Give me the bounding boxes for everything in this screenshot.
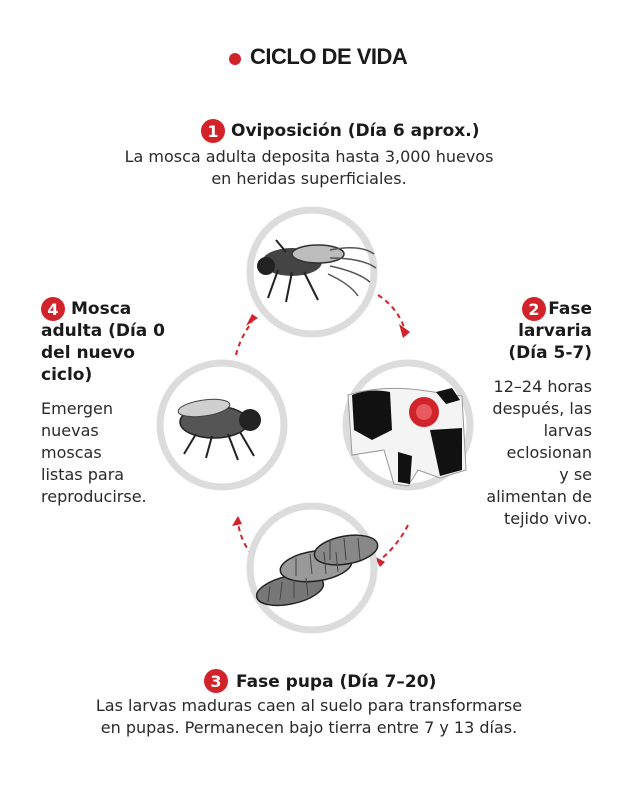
stage-4-title-line: Mosca xyxy=(71,299,132,319)
stage-2-description-line: 12–24 horas xyxy=(493,377,592,396)
stage-3-description-line: en pupas. Permanecen bajo tierra entre 7 y 13 días. xyxy=(100,718,518,737)
stage-1-description xyxy=(109,146,509,190)
stage-4-title-line: del nuevo xyxy=(41,343,135,363)
stage-1-description-line: La mosca adulta deposita hasta 3,000 huevos xyxy=(124,147,494,166)
stage-2-description xyxy=(470,376,592,530)
stage-4-number-badge: 4 xyxy=(41,297,65,321)
stage-2-description-line: y se xyxy=(559,465,592,484)
stage-4-description-line: reproducirse. xyxy=(41,487,147,506)
stage-4-title xyxy=(71,298,191,320)
stage-4-description xyxy=(41,398,191,508)
stage-3-description xyxy=(59,695,559,739)
stage-2-title-line: Fase xyxy=(548,299,592,319)
arrow-2-to-3 xyxy=(380,525,408,560)
arrow-1-to-2 xyxy=(378,295,405,330)
arrow-4-to-1 xyxy=(236,322,252,355)
stage-2-description-line: alimentan de xyxy=(486,487,592,506)
stage-2-description-line: eclosionan xyxy=(506,443,592,462)
stage-4-title-line: ciclo) xyxy=(41,365,93,385)
stage-2-description-line: después, las xyxy=(492,399,592,418)
stage-1-title: Oviposición (Día 6 aprox.) xyxy=(231,121,480,141)
arrowhead-3-to-4 xyxy=(232,516,242,526)
arrowhead-4-to-1 xyxy=(246,314,258,326)
stage-4-description-line: nuevas xyxy=(41,421,99,440)
stage-3-description-line: Las larvas maduras caen al suelo para transformarse xyxy=(95,696,523,715)
stage-4-title-continued xyxy=(41,320,191,386)
stage-2-description-line: tejido vivo. xyxy=(503,509,592,528)
stage-1-description-line: en heridas superficiales. xyxy=(211,169,407,188)
stage-4-description-line: moscas xyxy=(41,443,102,462)
stage-3-title: Fase pupa (Día 7–20) xyxy=(236,672,437,692)
stage-2-title xyxy=(470,298,592,364)
stage-2-description-line: larvas xyxy=(543,421,592,440)
stage-2-number-badge: 2 xyxy=(522,297,546,321)
stage-2-title-line: (Día 5-7) xyxy=(508,343,592,363)
stage-3-number-badge: 3 xyxy=(204,669,228,693)
page-title: CICLO DE VIDA xyxy=(250,44,408,69)
stage-1-number-badge: 1 xyxy=(201,119,225,143)
stage-4-description-line: listas para xyxy=(41,465,125,484)
stage-4-description-line: Emergen xyxy=(41,399,113,418)
stage-2-title-line: larvaria xyxy=(518,321,592,341)
stage-4-title-line: adulta (Día 0 xyxy=(41,321,166,341)
arrowhead-1-to-2 xyxy=(399,324,410,338)
